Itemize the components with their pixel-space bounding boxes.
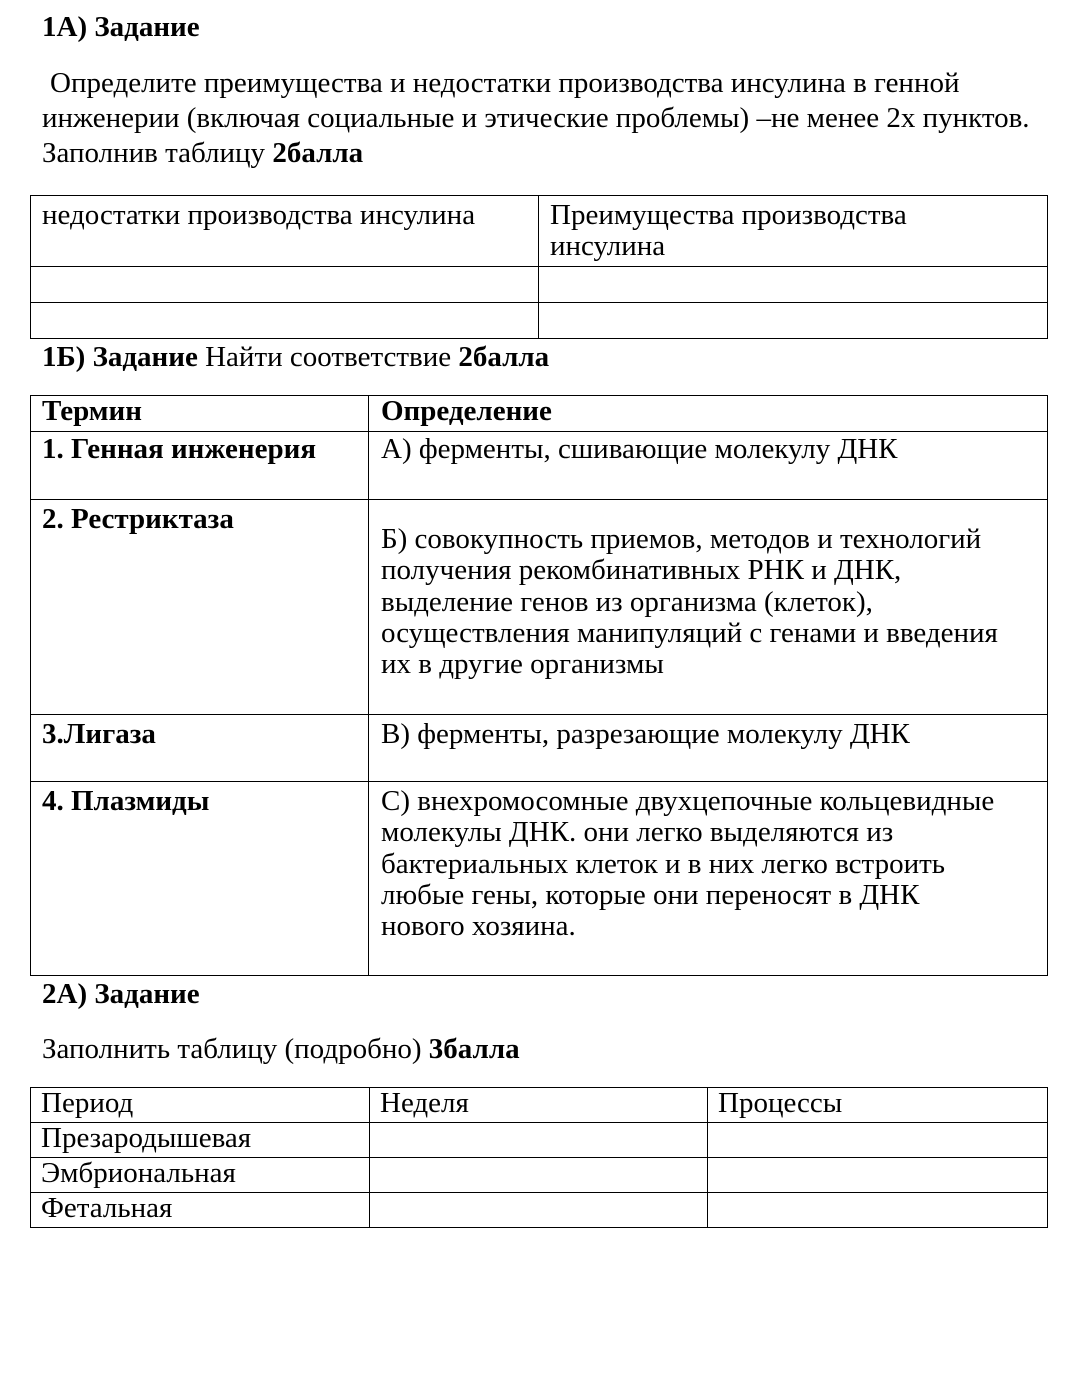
task1b-heading: 1Б) Задание [42, 341, 198, 373]
table-row [31, 500, 1048, 715]
task1a-heading: 1А) Задание [42, 11, 200, 43]
table-row [31, 432, 1048, 500]
table-header-row [31, 396, 1048, 432]
period-cell: Фетальная [31, 1193, 370, 1228]
term-cell: 4. Плазмиды [31, 782, 369, 976]
table-header-cell: Термин [31, 396, 369, 432]
table-row [31, 1158, 1048, 1193]
table-row [31, 715, 1048, 782]
period-cell: Эмбриональная [31, 1158, 370, 1193]
definition-cell: В) ферменты, разрезающие молекулу ДНК [369, 715, 1048, 782]
definition-cell: Б) совокупность приемов, методов и технологий получения рекомбинативных РНК и ДНК, выделение генов из организма (клеток), осуществления манипуляций с генами и введения их в другие организмы [369, 500, 1048, 715]
task1a-text: Определите преимущества и недостатки производства инсулина в генной инженерии (включая социальные и этические проблемы) –не менее 2х пунктов. Заполнив таблицу [42, 67, 1030, 169]
table-cell[interactable] [708, 1193, 1048, 1228]
task1b-text: Найти соответствие [197, 341, 459, 373]
task2a-points: 3балла [428, 1033, 520, 1065]
table-cell[interactable] [31, 303, 539, 339]
table-cell[interactable] [370, 1123, 708, 1158]
table-cell[interactable] [708, 1123, 1048, 1158]
task1a-table [30, 195, 1048, 339]
task1a-instructions [42, 66, 1032, 170]
table-header-cell: Период [31, 1088, 370, 1123]
task1b-table [30, 395, 1048, 976]
task2a-text: Заполнить таблицу (подробно) [42, 1033, 429, 1065]
task1b-title [42, 342, 549, 373]
definition-cell: А) ферменты, сшивающие молекулу ДНК [369, 432, 1048, 500]
definition-cell: С) внехромосомные двухцепочные кольцевидные молекулы ДНК. они легко выделяются из бактериальных клеток и в них легко встроить любые гены, которые они переносят в ДНК нового хозяина. [369, 782, 1048, 976]
task2a-heading: 2А) Задание [42, 978, 200, 1010]
table-row [31, 1193, 1048, 1228]
period-cell: Презародышевая [31, 1123, 370, 1158]
task1b-points: 2балла [458, 341, 550, 373]
term-cell: 3.Лигаза [31, 715, 369, 782]
table-cell[interactable] [370, 1158, 708, 1193]
table-header-cell: Неделя [370, 1088, 708, 1123]
table-header-row [31, 196, 1048, 267]
task2a-table [30, 1087, 1048, 1228]
term-cell: 2. Рестриктаза [31, 500, 369, 715]
table-row [31, 782, 1048, 976]
table-header-cell: Определение [369, 396, 1048, 432]
table-header-row [31, 1088, 1048, 1123]
table-row [31, 1123, 1048, 1158]
task2a-instructions [42, 1034, 520, 1065]
term-cell: 1. Генная инженерия [31, 432, 369, 500]
table-header-cell: недостатки производства инсулина [31, 196, 539, 267]
table-header-cell: Процессы [708, 1088, 1048, 1123]
table-row [31, 267, 1048, 303]
table-cell[interactable] [539, 303, 1048, 339]
table-row [31, 303, 1048, 339]
task1a-points: 2балла [272, 136, 364, 169]
table-cell[interactable] [370, 1193, 708, 1228]
table-cell[interactable] [708, 1158, 1048, 1193]
table-cell[interactable] [31, 267, 539, 303]
table-cell[interactable] [539, 267, 1048, 303]
table-header-cell: Преимущества производства инсулина [539, 196, 1048, 267]
